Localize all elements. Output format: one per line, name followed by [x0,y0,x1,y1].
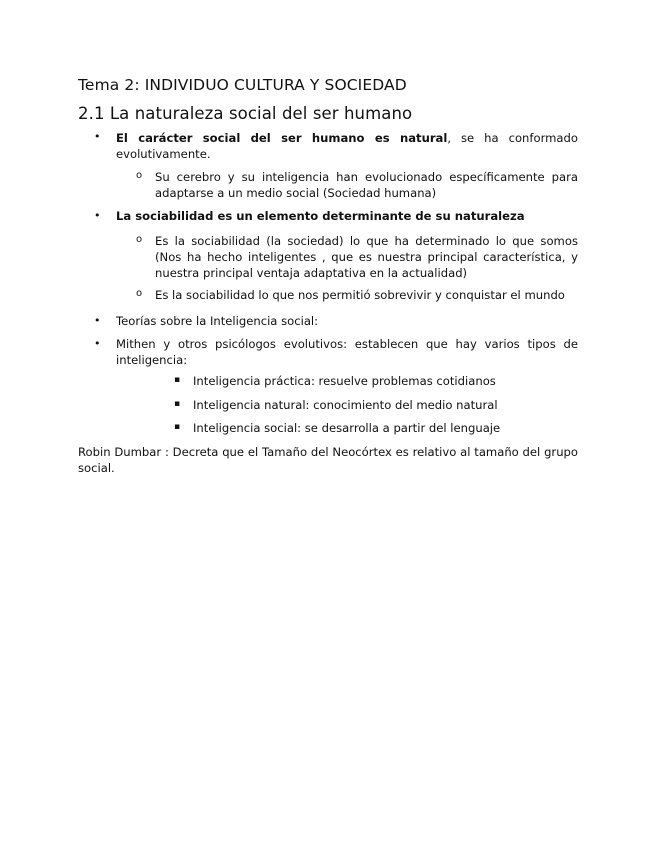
bullet-marker: • [94,209,101,222]
square-marker: ▪ [174,422,181,432]
bullet-marker: • [94,130,101,143]
circle-marker: o [136,170,143,181]
sub-list-item: Inteligencia social: se desarrolla a partir del lenguaje [193,421,501,435]
item-text: , se ha conformado evolutivamente. [116,131,578,161]
circle-marker: o [136,288,143,299]
document-title: Tema 2: INDIVIDUO CULTURA Y SOCIEDAD [78,76,407,94]
sub-list-item: Inteligencia natural: conocimiento del medio natural [193,398,498,412]
section-heading: 2.1 La naturaleza social del ser humano [78,104,413,123]
bullet-marker: • [94,337,101,350]
square-marker: ▪ [174,399,181,409]
body-paragraph: Robin Dumbar : Decreta que el Tamaño del Neocórtex es relativo al tamaño del grupo social. [78,445,578,475]
circle-marker: o [136,234,143,245]
list-item: La sociabilidad es un elemento determinante de su naturaleza [116,209,525,223]
bullet-marker: • [94,314,101,327]
square-marker: ▪ [174,375,181,385]
sub-list-item: Inteligencia práctica: resuelve problemas cotidianos [193,374,496,388]
list-item: Mithen y otros psicólogos evolutivos: establecen que hay varios tipos de inteligencia: [116,337,578,367]
sub-list-item: Es la sociabilidad lo que nos permitió sobrevivir y conquistar el mundo [155,288,565,302]
list-item [116,130,578,162]
item-bold-text: El carácter social del ser humano es natural [116,131,448,145]
sub-list-item: Su cerebro y su inteligencia han evolucionado específicamente para adaptarse a un medio social (Sociedad humana) [155,170,578,200]
list-item: Teorías sobre la Inteligencia social: [116,314,319,328]
sub-list-item: Es la sociabilidad (la sociedad) lo que ha determinado lo que somos (Nos ha hecho inteligentes , que es nuestra principal característica, y nuestra principal ventaja adaptativa en la actualidad) [155,234,578,280]
